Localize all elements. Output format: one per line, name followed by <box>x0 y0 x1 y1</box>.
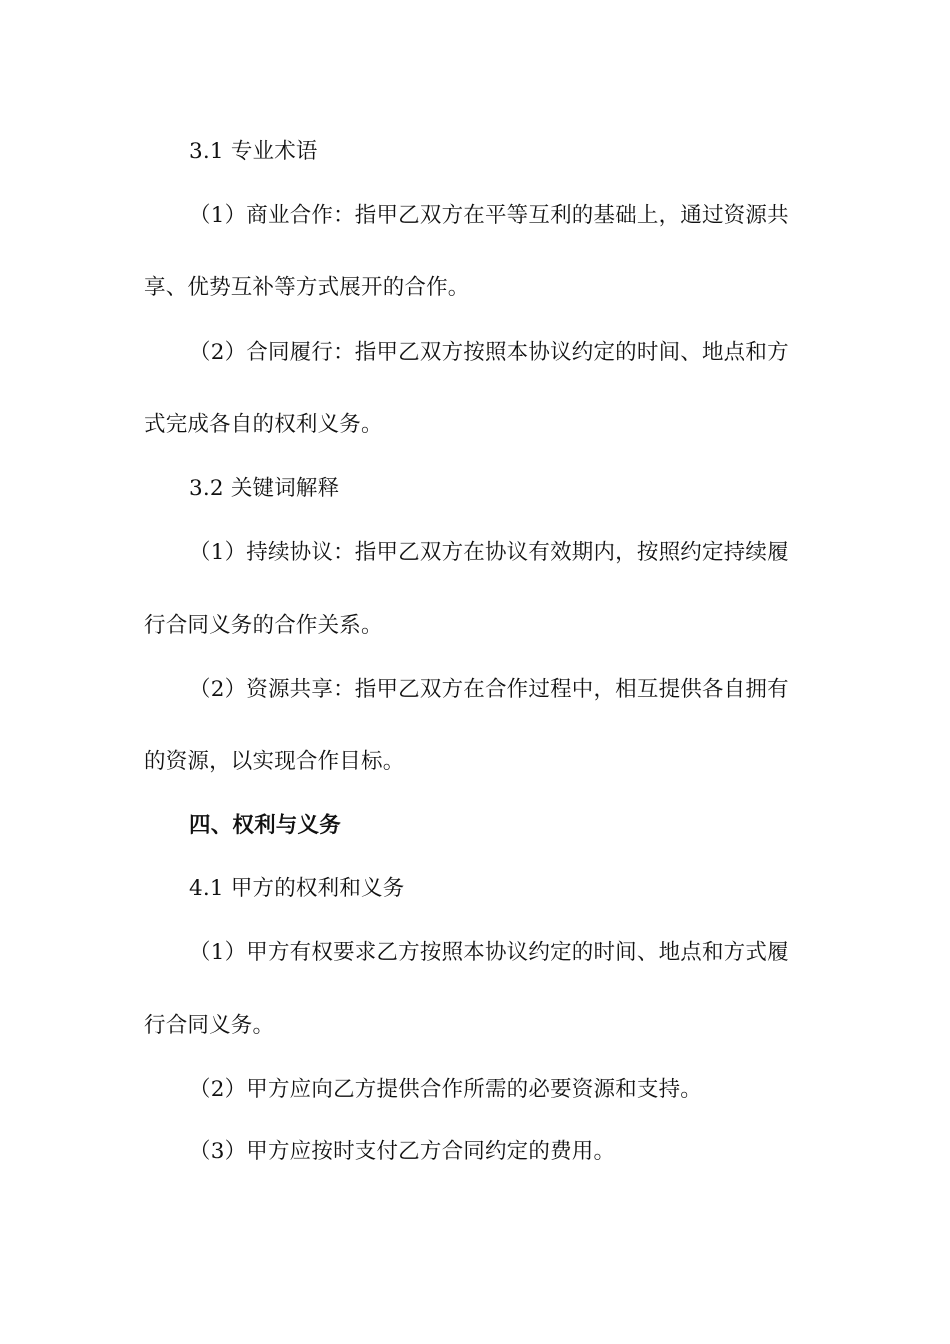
paragraph-line: （2）甲方应向乙方提供合作所需的必要资源和支持。 <box>189 1077 702 1102</box>
paragraph-line: （1）商业合作：指甲乙双方在平等互利的基础上，通过资源共 <box>189 203 789 228</box>
paragraph-line: （1）甲方有权要求乙方按照本协议约定的时间、地点和方式履 <box>189 940 789 965</box>
paragraph-line: 行合同义务。 <box>144 1013 275 1038</box>
subsection-heading-3-1: 3.1 专业术语 <box>189 139 318 164</box>
paragraph-line: （2）资源共享：指甲乙双方在合作过程中，相互提供各自拥有 <box>189 677 789 702</box>
section-heading-4: 四、权利与义务 <box>189 813 341 838</box>
paragraph-line: 式完成各自的权利义务。 <box>144 412 383 437</box>
paragraph-line: 的资源，以实现合作目标。 <box>144 749 405 774</box>
paragraph-line: 行合同义务的合作关系。 <box>144 613 383 638</box>
paragraph-line: 享、优势互补等方式展开的合作。 <box>144 275 470 300</box>
paragraph-line: （3）甲方应按时支付乙方合同约定的费用。 <box>189 1139 616 1164</box>
subsection-heading-4-1: 4.1 甲方的权利和义务 <box>189 876 405 901</box>
subsection-heading-3-2: 3.2 关键词解释 <box>189 476 340 501</box>
paragraph-line: （2）合同履行：指甲乙双方按照本协议约定的时间、地点和方 <box>189 340 789 365</box>
paragraph-line: （1）持续协议：指甲乙双方在协议有效期内，按照约定持续履 <box>189 540 789 565</box>
